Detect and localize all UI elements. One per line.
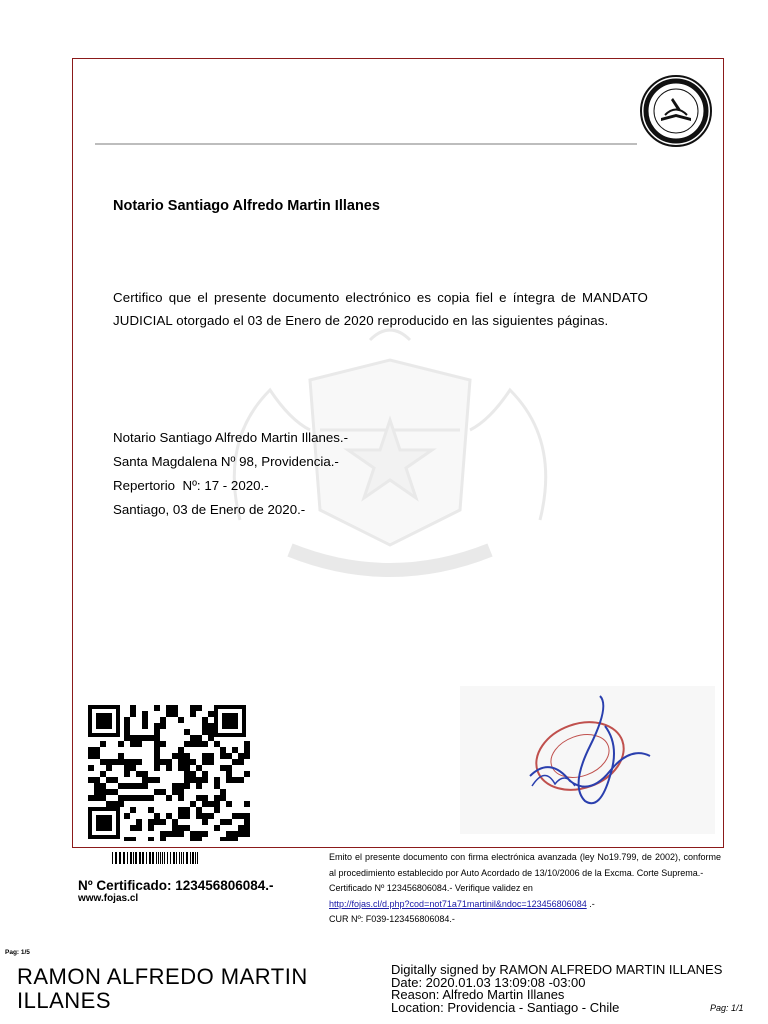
- address-line: Santiago, 03 de Enero de 2020.-: [113, 502, 306, 517]
- link-suffix: .-: [586, 898, 595, 909]
- legal-line: Certificado Nº 123456806084.- Verifique validez en: [329, 883, 533, 893]
- notary-seal-icon: [639, 74, 713, 148]
- legal-notice: [329, 850, 721, 928]
- handwritten-signature-with-stamp: [460, 686, 715, 834]
- qr-code-icon: [84, 703, 250, 841]
- digital-signature-line: Digitally signed by RAMON ALFREDO MARTIN ILLANES: [391, 962, 723, 977]
- barcode-icon: [112, 852, 198, 864]
- digital-signature-line: Reason: Alfredo Martin Illanes: [391, 987, 565, 1002]
- website-text: www.fojas.cl: [78, 893, 139, 904]
- notary-address-block: [113, 426, 348, 522]
- page-indicator-left: Pag: 1/5: [5, 949, 30, 956]
- verification-link[interactable]: http://fojas.cl/d.php?cod=not71a71martinil&ndoc=123456806084: [329, 898, 587, 909]
- address-line: Notario Santiago Alfredo Martin Illanes.-: [113, 430, 349, 445]
- legal-line: CUR Nº: F039-123456806084.-: [329, 914, 455, 924]
- digital-signature-info: [391, 964, 722, 1014]
- legal-line: Emito el presente documento con firma electrónica avanzada (ley No19.799, de 2002), conforme al procedimiento establecido por Auto Acordado de 13/10/2006 de la Excma. Corte Suprema.-: [329, 852, 721, 878]
- digital-signature-line: Date: 2020.01.03 13:09:08 -03:00: [391, 974, 586, 990]
- address-line: Santa Magdalena Nº 98, Providencia.-: [113, 454, 339, 469]
- certification-text: Certifico que el presente documento electrónico es copia fiel e íntegra de MANDATO JUDICIAL otorgado el 03 de Enero de 2020 reproducido en las siguientes páginas.: [113, 290, 648, 328]
- digital-signature-line: Location: Providencia - Santiago - Chile: [391, 999, 620, 1015]
- page-indicator-right: Pag: 1/1: [710, 1003, 744, 1013]
- notary-title: Notario Santiago Alfredo Martin Illanes: [113, 198, 380, 214]
- certificate-number: Nº Certificado: 123456806084.-: [78, 878, 274, 893]
- address-line: Repertorio Nº: 17 - 2020.-: [113, 478, 269, 493]
- header-divider: [95, 143, 637, 145]
- signer-name: RAMON ALFREDO MARTIN ILLANES: [17, 964, 308, 1013]
